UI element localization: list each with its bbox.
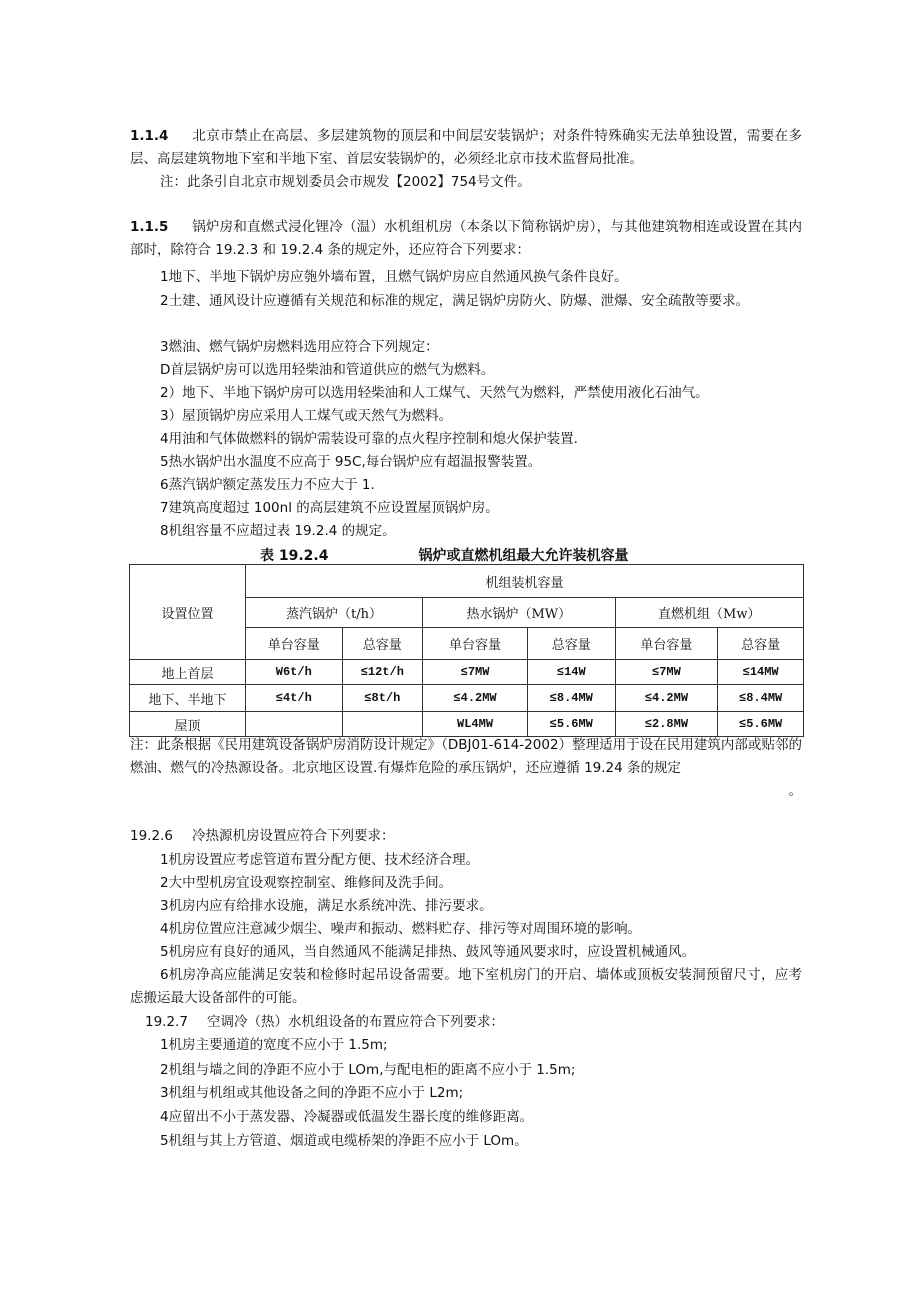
capacity-cell: ≤5.6MW (718, 712, 804, 737)
table-row (130, 712, 804, 737)
capacity-cell: ≤5.6MW (528, 712, 616, 737)
list-item: 6机房净高应能满足安装和检修时起吊设备需要。地下室机房门的开启、墙体或顶板安装洞预留尺寸，应考虑搬运最大设备部件的可能。 (130, 967, 802, 1006)
header-type: 蒸汽锅炉（t/h） (246, 598, 423, 628)
list-item: 3机组与机组或其他设备之间的净距不应小于 L2m; (160, 1085, 464, 1101)
table-caption: 表 19.2.4 锅炉或直燃机组最大允许装机容量 (260, 548, 629, 564)
row-location: 屋顶 (130, 712, 246, 737)
clause-1-1-4: 1.1.4 北京市禁止在高层、多层建筑物的顶层和中间层安装锅炉；对条件特殊确实无法单独设置，需要在多层、高层建筑物地下室和半地下室、首层安装锅炉的，必须经北京市技术监督局批准。 (130, 128, 802, 167)
list-item: 1机房主要通道的宽度不应小于 1.5m; (160, 1037, 388, 1053)
list-item: 2机组与墙之间的净距不应小于 LOm,与配电柜的距离不应小于 1.5m; (160, 1062, 576, 1078)
clause-19-2-7: 19.2.7 空调冷（热）水机组设备的布置应符合下列要求： (145, 1014, 504, 1030)
clause-19-2-6: 19.2.6 冷热源机房设置应符合下列要求： (130, 828, 395, 844)
list-item: 2）地下、半地下锅炉房可以选用轻柴油和人工煤气、天然气为燃料，严禁使用液化石油气。 (160, 385, 709, 401)
capacity-cell (246, 712, 343, 737)
clause-1-1-5: 1.1.5 锅炉房和直燃式浸化锂冷（温）水机组机房（本条以下简称锅炉房），与其他建筑物相连或设置在其内部时，除符合 19.2.3 和 19.2.4 条的规定外，还应符合下列要求： (130, 219, 802, 258)
capacity-cell: ≤8.4MW (528, 685, 616, 712)
header-type: 直燃机组（Mw） (615, 598, 803, 628)
list-item: 4用油和气体做燃料的锅炉需装设可靠的点火程序控制和熄火保护装置. (160, 431, 578, 447)
capacity-cell: ≤7MW (615, 660, 718, 685)
capacity-cell: ≤2.8MW (615, 712, 718, 737)
header-sub: 单台容量 (246, 628, 343, 660)
capacity-cell: ≤14MW (718, 660, 804, 685)
capacity-cell (342, 712, 423, 737)
capacity-cell: ≤12t/h (342, 660, 423, 685)
table-row (130, 685, 804, 712)
header-sub: 总容量 (342, 628, 423, 660)
list-item: 2大中型机房宜设观察控制室、维修间及洗手间。 (160, 875, 453, 891)
clause-note: 注：此条引自北京市规划委员会市规发【2002】754号文件。 (160, 174, 531, 190)
list-item: 3燃油、燃气锅炉房燃料选用应符合下列规定： (160, 339, 439, 355)
capacity-cell: ≤4t/h (246, 685, 343, 712)
capacity-cell: WL4MW (423, 712, 528, 737)
header-type: 热水锅炉（MW） (423, 598, 615, 628)
header-sub: 单台容量 (423, 628, 528, 660)
list-item: 3）屋顶锅炉房应采用人工煤气或天然气为燃料。 (160, 408, 453, 424)
row-location: 地上首层 (130, 660, 246, 685)
header-group: 机组装机容量 (246, 565, 804, 598)
table-row (130, 660, 804, 685)
row-location: 地下、半地下 (130, 685, 246, 712)
header-location: 设置位置 (130, 565, 246, 660)
capacity-cell: W6t/h (246, 660, 343, 685)
list-item: 3机房内应有给排水设施，满足水系统冲洗、排污要求。 (160, 898, 493, 914)
list-item: 2土建、通风设计应遵循有关规范和标准的规定，满足锅炉房防火、防爆、泄爆、安全疏散等要求。 (160, 293, 750, 309)
capacity-cell: ≤7MW (423, 660, 528, 685)
list-item: 8机组容量不应超过表 19.2.4 的规定。 (160, 523, 396, 539)
capacity-cell: ≤4.2MW (423, 685, 528, 712)
table-note-end: 。 (788, 783, 802, 799)
header-sub: 总容量 (718, 628, 804, 660)
capacity-table (129, 564, 804, 737)
list-item: 4应留出不小于蒸发器、冷凝器或低温发生器长度的维修距离。 (160, 1109, 534, 1125)
list-item: 1地下、半地下锅炉房应匏外墙布置，且燃气锅炉房应自然通风换气条件良好。 (160, 269, 628, 285)
list-item: 6蒸汽锅炉额定蒸发压力不应大于 1. (160, 477, 375, 493)
list-item: 4机房位置应注意减少烟尘、噪声和振动、燃料贮存、排污等对周围环境的影响。 (160, 921, 642, 937)
list-item: 5热水锅炉出水温度不应高于 95C,每台锅炉应有超温报警装置。 (160, 454, 542, 470)
list-item: 5机房应有良好的通风，当自然通风不能满足排热、鼓风等通风要求时，应设置机械通风。 (160, 944, 696, 960)
list-item: 7建筑高度超过 100nl 的高层建筑不应设置屋顶锅炉房。 (160, 500, 499, 516)
capacity-cell: ≤14W (528, 660, 616, 685)
capacity-cell: ≤4.2MW (615, 685, 718, 712)
list-item: 5机组与其上方管道、烟道或电缆桥架的净距不应小于 LOm。 (160, 1133, 528, 1149)
header-sub: 单台容量 (615, 628, 718, 660)
capacity-cell: ≤8t/h (342, 685, 423, 712)
capacity-cell: ≤8.4MW (718, 685, 804, 712)
header-sub: 总容量 (528, 628, 616, 660)
list-item: D首层锅炉房可以选用轻柴油和管道供应的燃气为燃料。 (160, 362, 495, 378)
list-item: 1机房设置应考虑管道布置分配方便、技术经济合理。 (160, 852, 480, 868)
table-note: 注：此条根据《民用建筑设备锅炉房消防设计规定》（DBJ01-614-2002）整理适用于设在民用建筑内部或贴邻的燃油、燃气的冷热源设备。北京地区设置.有爆炸危险的承压锅炉，还应遵循 19.24 条的规定 (130, 737, 802, 776)
